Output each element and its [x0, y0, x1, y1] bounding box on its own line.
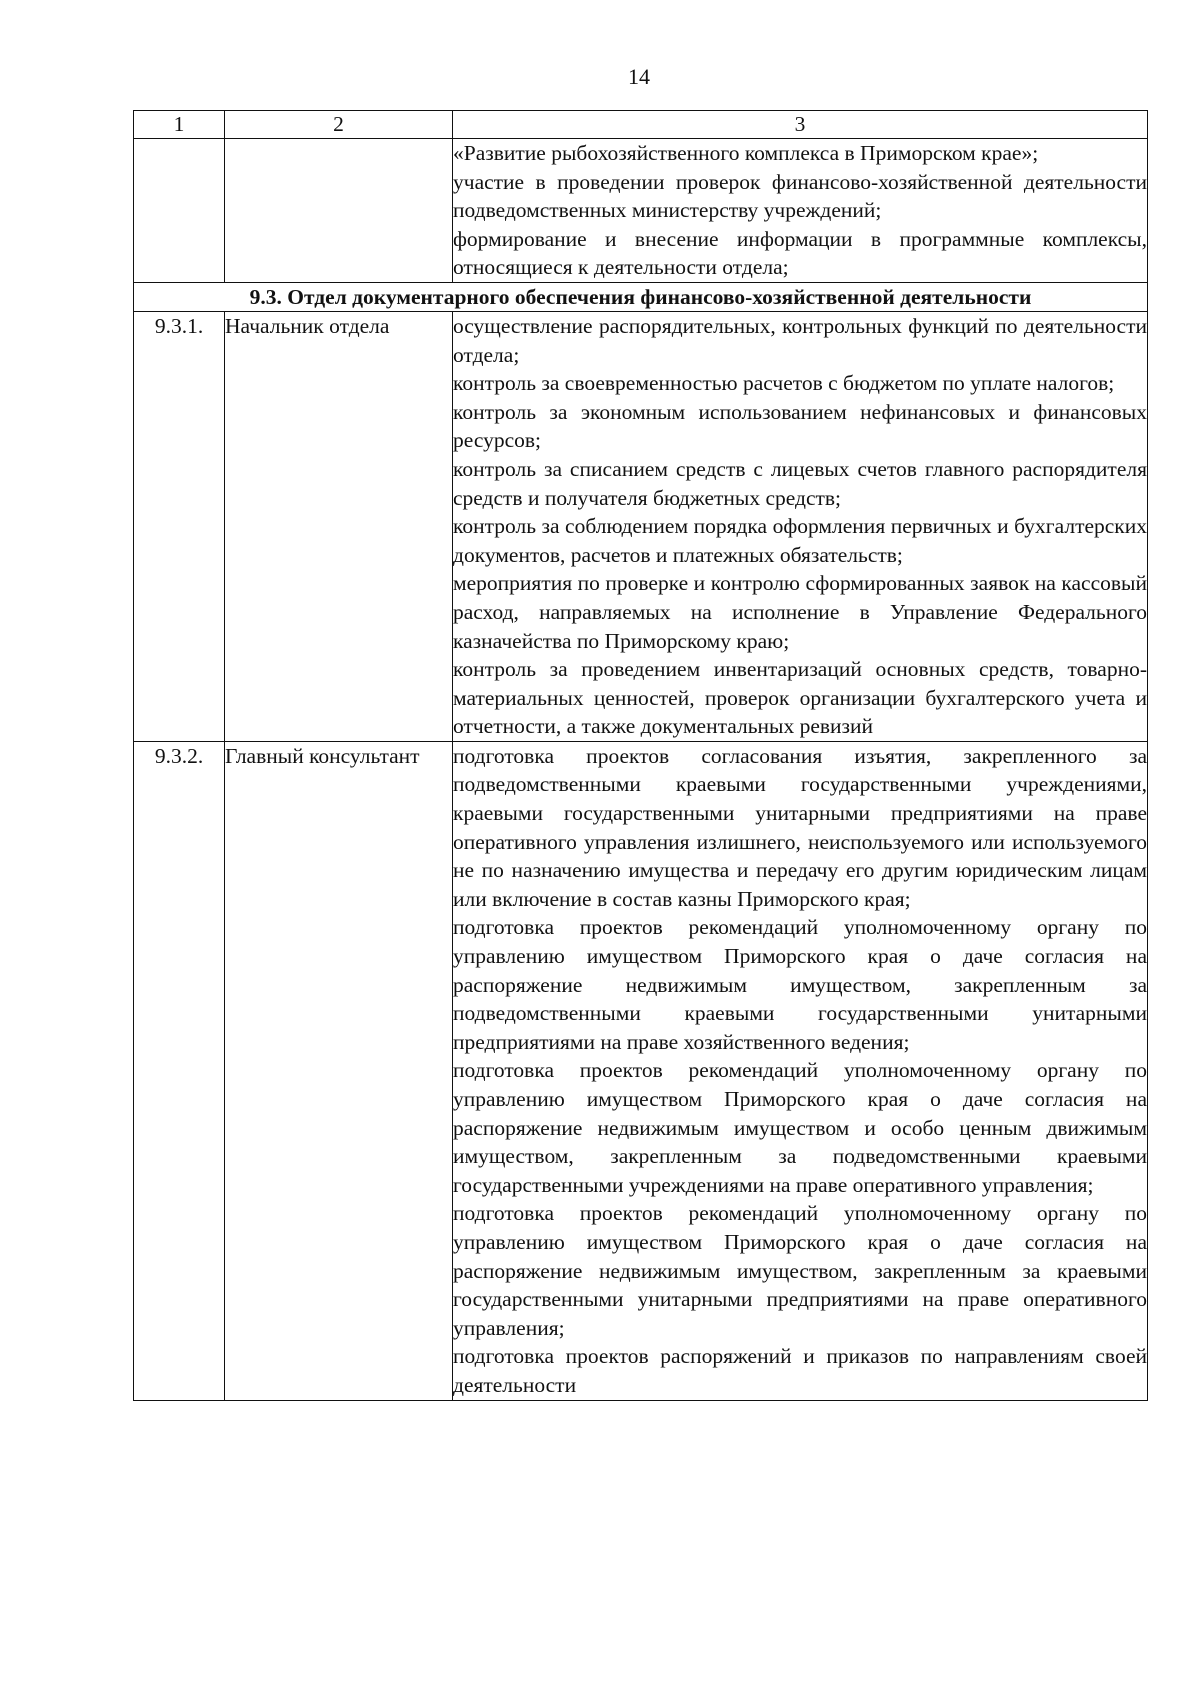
table-header-row: [134, 111, 1148, 139]
table-row: [134, 311, 1148, 741]
duties-cell: [453, 311, 1148, 741]
duty-item: контроль за своевременностью расчетов с бюджетом по уплате налогов;: [453, 371, 1115, 396]
duty-item: подготовка проектов согласования изъятия, закрепленного за подведомственными краевыми государственными учреждениями, краевыми государственными унитарными предприятиями на праве оперативного управления излишнего, неиспользуемого или используемого не по назначению имущества и передачу его другим юридическим лицам или включение в состав казны Приморского края;: [453, 743, 1147, 911]
page-number: 14: [628, 64, 650, 89]
duty-item: участие в проведении проверок финансово-хозяйственной деятельности подведомственных министерству учреждений;: [453, 169, 1147, 223]
continuation-position-cell: [225, 139, 453, 283]
duty-item: подготовка проектов распоряжений и приказов по направлениям своей деятельности: [453, 1344, 1147, 1397]
duty-item: контроль за соблюдением порядка оформления первичных и бухгалтерских документов, расчетов и платежных обязательств;: [453, 514, 1147, 567]
duties-cell: [453, 741, 1148, 1400]
duty-item: подготовка проектов рекомендаций уполномоченному органу по управлению имуществом Приморского края о даче согласия на распоряжение недвижимым имуществом, закрепленным за краевыми государственными унитарными предприятиями на праве оперативного управления;: [453, 1201, 1147, 1340]
duty-item: контроль за проведением инвентаризаций основных средств, товарно-материальных ценностей, проверок организации бухгалтерского учета и отчетности, а также документальных ревизий: [453, 657, 1147, 739]
section-title: 9.3. Отдел документарного обеспечения финансово-хозяйственной деятельности: [134, 282, 1148, 311]
continuation-row: [134, 139, 1148, 283]
column-header-2: 2: [225, 111, 453, 139]
duty-item: мероприятия по проверке и контролю сформированных заявок на кассовый расход, направляемых на исполнение в Управление Федерального казначейства по Приморскому краю;: [453, 571, 1147, 653]
duty-item: контроль за экономным использованием нефинансовых и финансовых ресурсов;: [453, 399, 1147, 453]
duty-item: подготовка проектов рекомендаций уполномоченному органу по управлению имуществом Приморского края о даче согласия на распоряжение недвижимым имуществом и особо ценным движимым имуществом, закрепленным за подведомственными краевыми государственными учреждениями на праве оперативного управления;: [453, 1058, 1147, 1197]
section-row: [134, 282, 1148, 311]
duty-item: осуществление распорядительных, контрольных функций по деятельности отдела;: [453, 313, 1147, 367]
continuation-duties-cell: [453, 139, 1148, 283]
row-number: 9.3.2.: [134, 741, 225, 1400]
duty-item: формирование и внесение информации в программные комплексы, относящиеся к деятельности отдела;: [453, 226, 1147, 280]
column-header-3: 3: [453, 111, 1148, 139]
position-title: Начальник отдела: [225, 311, 453, 741]
continuation-number-cell: [134, 139, 225, 283]
position-title: Главный консультант: [225, 741, 453, 1400]
duties-table: [133, 110, 1148, 1401]
table-row: [134, 741, 1148, 1400]
duty-item: контроль за списанием средств с лицевых счетов главного распорядителя средств и получателя бюджетных средств;: [453, 456, 1147, 510]
row-number: 9.3.1.: [134, 311, 225, 741]
column-header-1: 1: [134, 111, 225, 139]
duty-item: «Развитие рыбохозяйственного комплекса в Приморском крае»;: [453, 141, 1039, 165]
duty-item: подготовка проектов рекомендаций уполномоченному органу по управлению имуществом Приморского края о даче согласия на распоряжение недвижимым имуществом, закрепленным за подведомственными краевыми государственными унитарными предприятиями на праве хозяйственного ведения;: [453, 915, 1147, 1054]
